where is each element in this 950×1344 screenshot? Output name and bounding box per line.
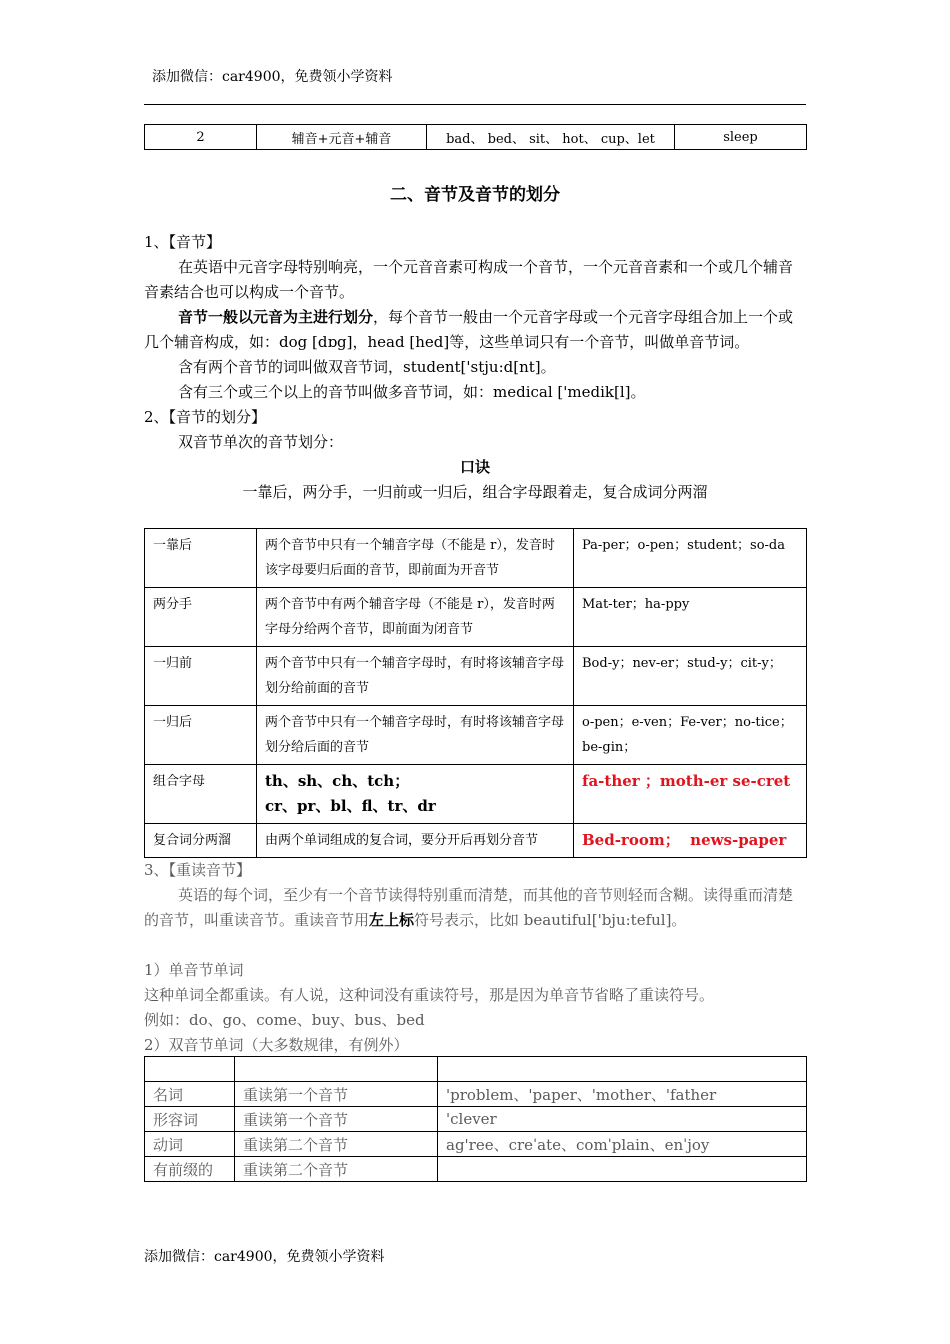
table-row	[145, 706, 807, 765]
table-cell: 'problem、'paper、'mother、'father	[438, 1082, 807, 1107]
rule-desc: 两个音节中只有一个辅音字母时，有时将该辅音字母划分给前面的音节	[257, 647, 574, 706]
paragraph-text: 英语的每个词，至少有一个音节读得特别重而清楚，而其他的音节则轻而含糊。读得重而清楚的音节，叫重读音节。重读音节用	[144, 886, 794, 929]
rule-desc: 两个音节中有两个辅音字母（不能是 r），发音时两字母分给两个音节，即前面为闭音节	[257, 588, 574, 647]
rule-name: 组合字母	[145, 765, 257, 824]
table-row	[145, 1057, 807, 1082]
table-cell: bad、 bed、 sit、 hot、 cup、let	[427, 125, 675, 150]
table-row	[145, 824, 807, 858]
rule-desc: 两个音节中只有一个辅音字母时，有时将该辅音字母划分给后面的音节	[257, 706, 574, 765]
stress-section	[144, 858, 806, 1058]
section-title: 二、音节及音节的划分	[390, 185, 560, 205]
bold-text: 音节一般以元音为主进行划分	[178, 308, 374, 326]
table-cell: 有前缀的	[145, 1157, 235, 1182]
table-row	[145, 1157, 807, 1182]
rule-example: Bed-room； news-paper	[574, 824, 807, 858]
rule-desc-line: cr、pr、bl、fl、tr、dr	[265, 797, 436, 815]
paragraph	[144, 883, 806, 933]
table-cell: 2	[145, 125, 257, 150]
table-cell	[235, 1057, 438, 1082]
table-cell: 形容词	[145, 1107, 235, 1132]
table-cell: 重读第二个音节	[235, 1132, 438, 1157]
paragraph-text: 符号表示，比如 beautiful['bju:teful]。	[414, 911, 687, 929]
table-cell	[438, 1057, 807, 1082]
paragraph: 双音节单次的音节划分：	[178, 433, 344, 451]
paragraph: 在英语中元音字母特别响亮，一个元音音素可构成一个音节，一个元音音素和一个或几个辅音音素结合也可以构成一个音节。	[144, 258, 794, 301]
rule-desc-line: th、sh、ch、tch；	[265, 772, 410, 790]
table-cell: 辅音+元音+辅音	[257, 125, 427, 150]
paragraph-text: ，每个音节一般由一个元音字母或一个元音字母组合加上一个或几个辅音构成，如：dog [dɒg]，head [hed]等，这些单词只有一个音节，叫做单音节词。	[144, 308, 794, 351]
page-header: 添加微信：car4900，免费领小学资料	[152, 69, 393, 85]
paragraph	[144, 305, 806, 355]
table-cell: ag'ree、creˈate、comˈplain、enˈjoy	[438, 1132, 807, 1157]
header-divider	[144, 104, 806, 105]
rule-name: 一归前	[145, 647, 257, 706]
table-row	[145, 647, 807, 706]
rule-desc: 由两个单词组成的复合词，要分开后再划分音节	[257, 824, 574, 858]
rule-example: o-pen；e-ven；Fe-ver；no-tice；be-gin；	[574, 706, 807, 765]
syllable-division-table	[144, 528, 807, 858]
table-row	[145, 588, 807, 647]
table-cell: 重读第一个音节	[235, 1082, 438, 1107]
subheading: 2）双音节单词（大多数规律，有例外）	[144, 1036, 409, 1054]
rule-name: 复合词分两溜	[145, 824, 257, 858]
bold-text: 左上标	[369, 911, 415, 929]
table-cell: 动词	[145, 1132, 235, 1157]
table-cell: sleep	[675, 125, 807, 150]
table-cell	[145, 1057, 235, 1082]
rule-name: 一靠后	[145, 529, 257, 588]
rule-name: 一归后	[145, 706, 257, 765]
rule-example: fa-ther ；moth-er se-cret	[574, 765, 807, 824]
paragraph: 含有三个或三个以上的音节叫做多音节词，如：medical ['medik[l]。	[178, 383, 646, 401]
rule-example: Pa-per；o-pen；student；so-da	[574, 529, 807, 588]
subheading: 1、【音节】	[144, 233, 222, 251]
rule-desc	[257, 765, 574, 824]
rule-desc: 两个音节中只有一个辅音字母（不能是 r），发音时该字母要归后面的音节，即前面为开音节	[257, 529, 574, 588]
mnemonic-text: 一靠后，两分手，一归前或一归后，组合字母跟着走，复合成词分两溜	[242, 483, 708, 501]
subheading: 1）单音节单词	[144, 961, 244, 979]
rule-example: Bod-y；nev-er；stud-y；cit-y；	[574, 647, 807, 706]
syllable-type-table	[144, 124, 807, 150]
paragraph: 含有两个音节的词叫做双音节词，student['stju:d[nt]。	[178, 358, 556, 376]
subheading: 2、【音节的划分】	[144, 408, 267, 426]
table-row	[145, 1082, 807, 1107]
table-cell: 重读第二个音节	[235, 1157, 438, 1182]
stress-table	[144, 1056, 807, 1182]
paragraph: 例如：do、go、come、buy、bus、bed	[144, 1011, 425, 1029]
rule-example: Mat-ter；ha-ppy	[574, 588, 807, 647]
page-footer: 添加微信：car4900，免费领小学资料	[144, 1249, 385, 1265]
table-cell: 重读第一个音节	[235, 1107, 438, 1132]
paragraph: 这种单词全都重读。有人说，这种词没有重读符号，那是因为单音节省略了重读符号。	[144, 986, 715, 1004]
mnemonic-title: 口诀	[459, 458, 490, 476]
table-row	[145, 765, 807, 824]
table-row	[145, 125, 807, 150]
subheading: 3、【重读音节】	[144, 861, 252, 879]
table-cell	[438, 1157, 807, 1182]
table-row	[145, 1107, 807, 1132]
rule-name: 两分手	[145, 588, 257, 647]
syllable-section	[144, 230, 806, 505]
spacer	[144, 933, 806, 958]
table-row	[145, 529, 807, 588]
table-cell: 'clever	[438, 1107, 807, 1132]
table-cell: 名词	[145, 1082, 235, 1107]
table-row	[145, 1132, 807, 1157]
